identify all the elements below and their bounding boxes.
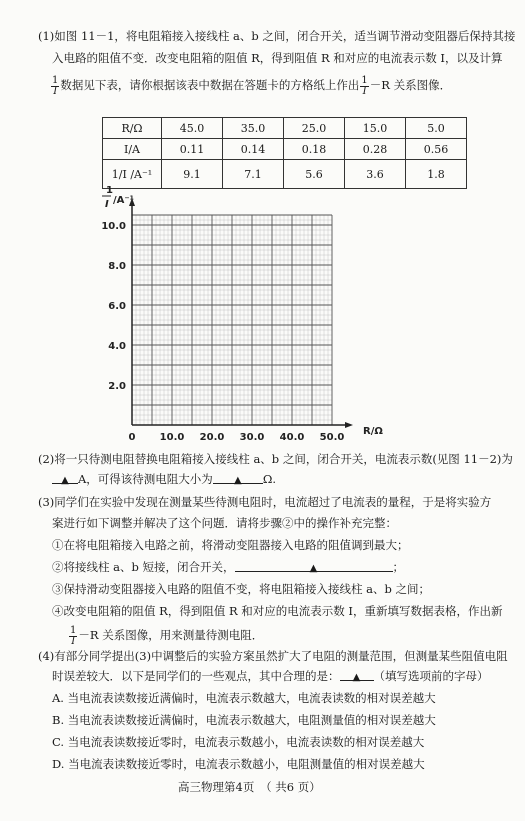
- fraction-1-over-i: $\frac{1}{I}$: [361, 74, 368, 97]
- part3-step2-b: ；: [392, 560, 405, 574]
- table-cell: 5.0: [406, 118, 467, 139]
- option-a: A. 当电流表读数接近满偏时，电流表示数越大，电流表读数的相对误差越大: [52, 691, 436, 705]
- data-table: [102, 117, 467, 189]
- fraction-1-over-i: $\frac{1}{I}$: [70, 624, 77, 647]
- x-axis-label: R/Ω: [363, 426, 383, 437]
- table-cell: 0.14: [223, 139, 284, 160]
- part3-step2: [52, 559, 404, 575]
- x-axis-arrow: [345, 422, 353, 428]
- y-tick-label: 8.0: [108, 261, 126, 272]
- row-label-inverse-i: 1/I /A⁻¹: [103, 160, 162, 189]
- part3-step3: ③保持滑动变阻器接入电路的阻值不变，将电阻箱接入接线柱 a、b 之间；: [52, 582, 431, 596]
- table-cell: 15.0: [345, 118, 406, 139]
- part1-line3-text: 数据见下表，请你根据该表中数据在答题卡的方格纸上作出: [60, 78, 360, 92]
- table-cell: 1.8: [406, 160, 467, 189]
- row-label-r: R/Ω: [103, 118, 162, 139]
- table-row: [103, 118, 467, 139]
- x-tick-label: 20.0: [199, 432, 225, 443]
- part3-step4: ④改变电阻箱的阻值 R，得到阻值 R 和对应的电流表示数 I，重新填写数据表格，作出新: [52, 604, 503, 618]
- answer-blank-step2[interactable]: ▲: [235, 559, 393, 572]
- y-tick-labels: [101, 221, 126, 392]
- answer-blank-choice[interactable]: ▲: [340, 668, 374, 681]
- part2-line2-a: A，可得该待测电阻大小为: [78, 472, 213, 486]
- y-tick-label: 6.0: [108, 301, 126, 312]
- answer-blank-current[interactable]: ▲: [52, 471, 78, 484]
- table-cell: 0.18: [284, 139, 345, 160]
- y-axis-unit: /A⁻¹: [113, 195, 135, 206]
- part3-step1: ①在将电阻箱接入电路之前，将滑动变阻器接入电路的阻值调到最大；: [52, 538, 409, 552]
- y-tick-label: 2.0: [108, 381, 126, 392]
- table-cell: 25.0: [284, 118, 345, 139]
- x-tick-label: 30.0: [239, 432, 265, 443]
- table-cell: 45.0: [162, 118, 223, 139]
- fraction-1-over-i: $\frac{1}{I}$: [52, 74, 59, 97]
- part1-line3: [50, 72, 451, 98]
- answer-blank-resistance[interactable]: ▲: [213, 471, 263, 484]
- option-b: B. 当电流表读数接近满偏时，电流表示数越大，电阻测量值的相对误差越大: [52, 713, 436, 727]
- part3-line2: 案进行如下调整并解决了这个问题．请将步骤②中的操作补充完整：: [52, 516, 397, 530]
- page-footer: 高三物理第4页 （ 共6 页）: [178, 780, 321, 794]
- part3-line1: (3)同学们在实验中发现在测量某些待测电阻时，电流超过了电流表的量程，于是将实验方: [38, 495, 492, 509]
- part3-step4b-tail: －R 关系图像，用来测量待测电阻．: [78, 628, 264, 642]
- part2-line1: (2)将一只待测电阻替换电阻箱接入接线柱 a、b 之间，闭合开关，电流表示数(见图 11－2)为: [38, 452, 513, 466]
- x-tick-label: 40.0: [279, 432, 305, 443]
- row-label-i: I/A: [103, 139, 162, 160]
- part4-line2-b: （填写选项前的字母）: [373, 669, 489, 683]
- table-cell: 0.11: [162, 139, 223, 160]
- x-tick-label: 0: [128, 432, 136, 443]
- table-cell: 7.1: [223, 160, 284, 189]
- x-tick-labels: [129, 432, 345, 443]
- option-d: D. 当电流表读数接近零时，电流表示数越小，电阻测量值的相对误差越大: [52, 757, 425, 771]
- table-cell: 0.28: [345, 139, 406, 160]
- part1-line3-tail: －R 关系图像．: [369, 78, 452, 92]
- table-cell: 3.6: [345, 160, 406, 189]
- y-axis-label-den: I: [105, 199, 109, 210]
- part4-line1: (4)有部分同学提出(3)中调整后的实验方案虽然扩大了电阻的测量范围，但测量某些阻值电阻: [38, 649, 508, 663]
- part1-line1: (1)如图 11－1，将电阻箱接入接线柱 a、b 之间，闭合开关，适当调节滑动变阻器后保持其接: [38, 29, 516, 43]
- table-row: [103, 139, 467, 160]
- y-axis-label-num: 1: [106, 185, 113, 196]
- graph-paper[interactable]: [95, 182, 395, 447]
- part3-step2-a: ②将接线柱 a、b 短接，闭合开关，: [52, 560, 235, 574]
- part4-line2-a: 时误差较大．以下是同学们的一些观点，其中合理的是：: [52, 669, 340, 683]
- x-tick-label: 10.0: [159, 432, 185, 443]
- table-cell: 35.0: [223, 118, 284, 139]
- part2-line2: [52, 471, 276, 487]
- part1-line2: 入电路的阻值不变．改变电阻箱的阻值 R，得到阻值 R 和对应的电流表示数 I，以及计算: [52, 51, 503, 65]
- y-tick-label: 10.0: [101, 221, 126, 232]
- part4-line2: [52, 668, 489, 684]
- x-tick-label: 50.0: [319, 432, 345, 443]
- part2-line2-b: Ω.: [262, 472, 277, 486]
- table-cell: 5.6: [284, 160, 345, 189]
- option-c: C. 当电流表读数接近零时，电流表示数越小，电流表读数的相对误差越大: [52, 735, 425, 749]
- y-tick-label: 4.0: [108, 341, 126, 352]
- table-cell: 0.56: [406, 139, 467, 160]
- part3-step4b: [68, 622, 263, 648]
- table-cell: 9.1: [162, 160, 223, 189]
